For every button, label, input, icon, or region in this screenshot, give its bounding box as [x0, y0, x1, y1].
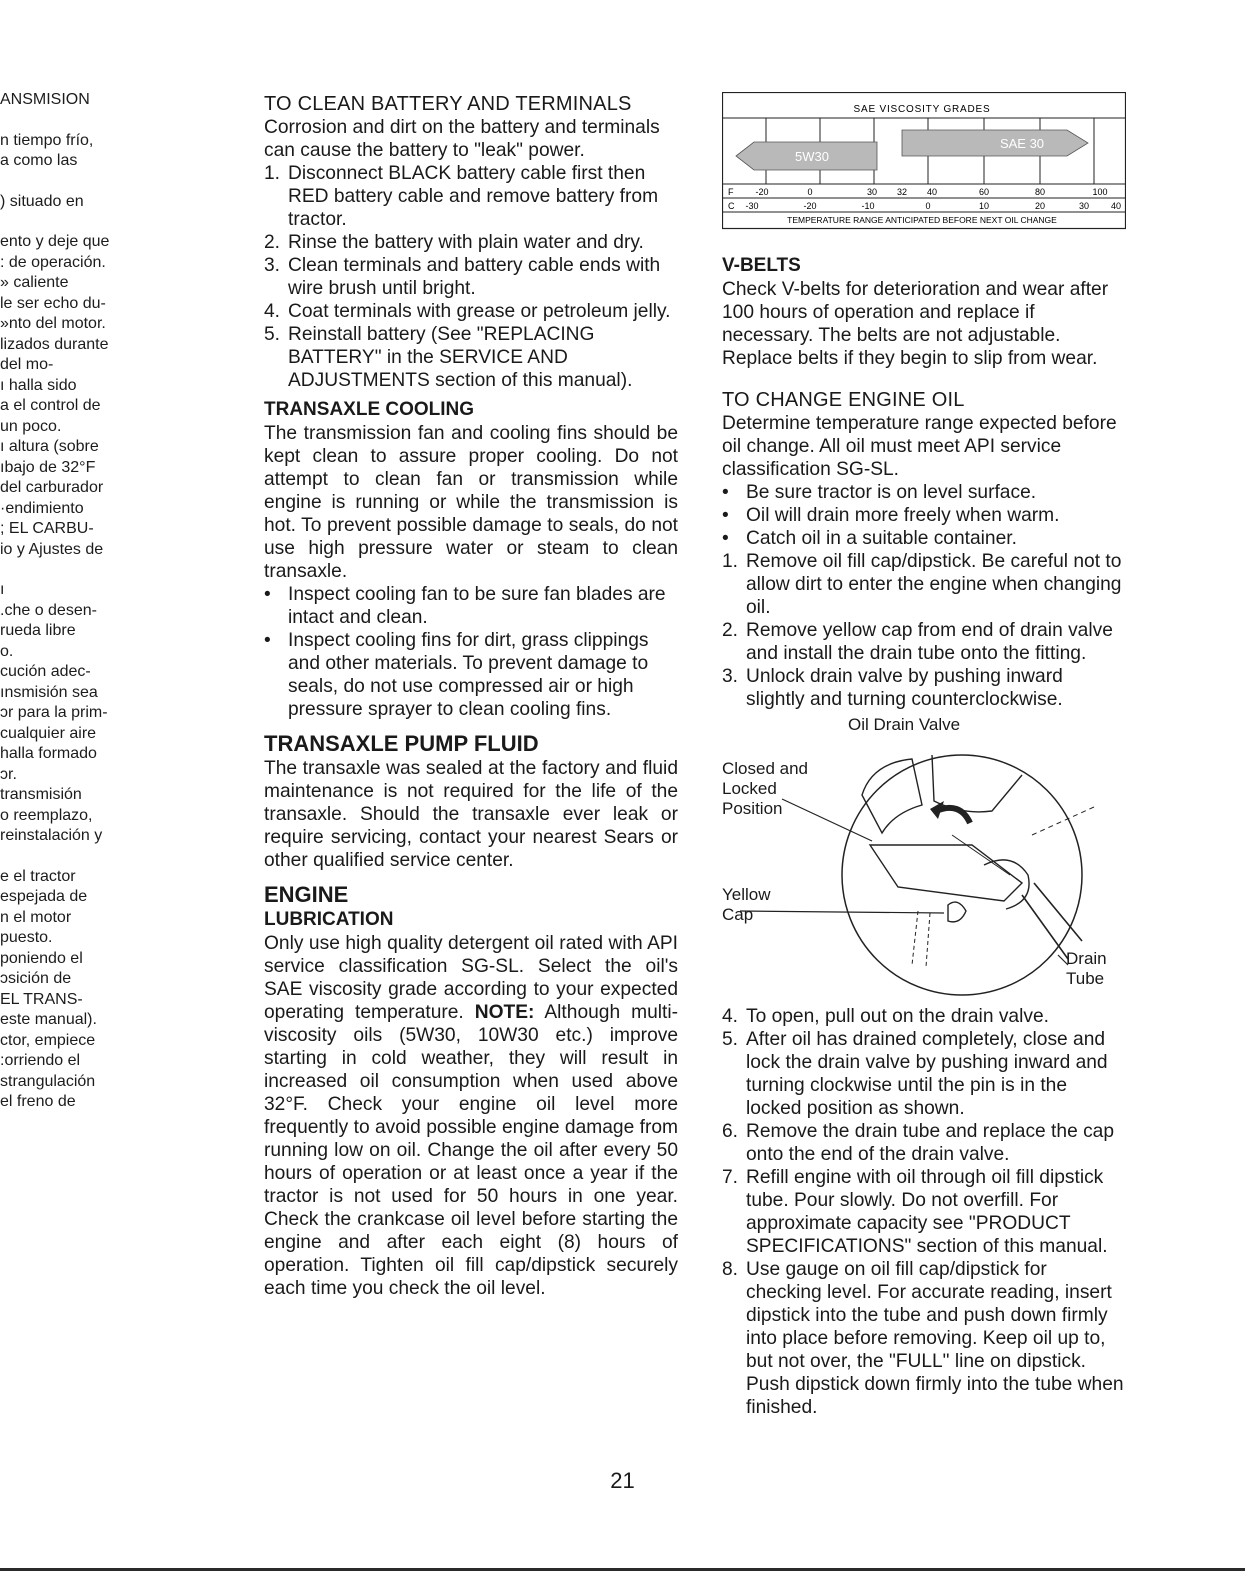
spanish-text-line: :orriendo el — [0, 1052, 81, 1069]
detail-circle — [842, 755, 1082, 995]
spanish-text-line: ctor, empiece — [0, 1031, 96, 1049]
spanish-text-line: espejada de — [0, 888, 88, 905]
oil-drain-valve-diagram — [722, 715, 1126, 1005]
valve-highlight — [952, 835, 1010, 875]
vbelts-heading: V-BELTS — [722, 255, 801, 276]
cooling-bullet-text: Inspect cooling fan to be sure fan blades are intact and clean. — [288, 584, 666, 628]
c-tick-label: 30 — [1078, 201, 1090, 211]
oil-step-marker: 8. — [722, 1259, 739, 1280]
cooling-bullet-marker: • — [264, 630, 271, 651]
f-tick-label: 32 — [896, 187, 908, 197]
c-tick-label: -10 — [861, 201, 875, 211]
spanish-text-line: el freno de — [0, 1093, 76, 1110]
vbelts-text: Check V-belts for deterioration and wear after 100 hours of operation and replace if necessary. The belts are not adjustable. Replace belts if they begin to slip from wear. — [722, 279, 1109, 369]
oil-step-text: Remove oil fill cap/dipstick. Be careful not to allow dirt to enter the engine when changing oil. — [746, 551, 1122, 618]
chart-title: SAE VISCOSITY GRADES — [853, 104, 991, 115]
rotation-arrow — [936, 808, 970, 823]
spanish-text-line: n el motor — [0, 908, 72, 926]
spanish-text-line: ıbajo de 32°F — [0, 458, 96, 476]
spanish-text-line: este manual). — [0, 1011, 97, 1028]
spanish-text-line: »nto del motor. — [0, 315, 106, 332]
oil-bullet-text: Catch oil in a suitable container. — [746, 528, 1017, 549]
label-closed-locked: Closed and Locked Position — [722, 759, 809, 818]
bottom-rule — [0, 1568, 1245, 1571]
oil-step-marker: 3. — [722, 666, 739, 687]
spanish-block-gap — [0, 560, 160, 580]
battery-step-text: Disconnect BLACK battery cable first then RED battery cable and remove battery from tractor. — [288, 163, 659, 230]
right-column — [722, 92, 1126, 1419]
spanish-block-gap — [0, 172, 160, 192]
f-tick-label: 60 — [978, 187, 990, 197]
transaxle-cooling-text: The transmission fan and cooling fins should be kept clean to assure proper cooling. Do not attempt to clean fan or transmission while engine is running or while the transmission is hot. To prevent possible damage to seals, do not use high pressure water or steam to clean transaxle. — [264, 423, 678, 582]
battery-step-text: Coat terminals with grease or petroleum jelly. — [288, 301, 671, 322]
oil-step-marker: 4. — [722, 1006, 739, 1027]
battery-step-marker: 3. — [264, 255, 281, 276]
oil-step-text: Remove the drain tube and replace the cap onto the end of the drain valve. — [746, 1121, 1115, 1165]
oil-step-text: Use gauge on oil fill cap/dipstick for checking level. For accurate reading, insert dipstick into the tube and push down firmly into place before removing. Keep oil up to, but not over, the "FULL" line on dipstick. Push dipstick down firmly into the tube when finished. — [746, 1259, 1124, 1418]
oil-step — [722, 1258, 1126, 1419]
oil-bullet-text: Be sure tractor is on level surface. — [746, 482, 1037, 503]
spanish-text-line: a como las — [0, 152, 78, 169]
f-tick-label: 80 — [1034, 187, 1046, 197]
spanish-text-line: ; EL CARBU- — [0, 520, 94, 537]
c-tick-label: 10 — [978, 201, 990, 211]
spanish-text-line: ı altura (sobre — [0, 438, 99, 455]
oil-step-text: Refill engine with oil through oil fill dipstick tube. Pour slowly. Do not overfill. For approximate capacity see "PRODUCT SPECIFICATIONS" section of this manual. — [746, 1167, 1108, 1257]
change-oil-heading: TO CHANGE ENGINE OIL — [722, 389, 965, 411]
engine-heading: ENGINE — [264, 882, 349, 907]
cooling-bullets-list — [264, 583, 678, 721]
oil-bullet-marker: • — [722, 528, 729, 549]
spanish-block-gap — [0, 111, 160, 131]
oil-step-text: To open, pull out on the drain valve. — [746, 1006, 1049, 1027]
c-tick-label: 40 — [1110, 201, 1122, 211]
f-tick-label: -20 — [755, 187, 769, 197]
oil-steps-list-b — [722, 1005, 1126, 1419]
spanish-text-line: lizados durante — [0, 335, 109, 353]
band-5w30-label: 5W30 — [795, 149, 829, 164]
diagram-caption: Oil Drain Valve — [848, 715, 961, 734]
f-tick-label: 30 — [866, 187, 878, 197]
c-tick-label: 0 — [925, 201, 931, 211]
transaxle-pump-text: The transaxle was sealed at the factory and fluid maintenance is not required for the life of the transaxle. Should the transaxle ever leak or require servicing, contact your nearest Sears or other qualified service center. — [264, 758, 678, 871]
battery-step-marker: 1. — [264, 163, 281, 184]
sae-chart-graphic — [722, 92, 1126, 242]
cap-strap — [912, 911, 930, 967]
spanish-text-line: poniendo el — [0, 949, 83, 967]
c-tick-label: -30 — [745, 201, 759, 211]
oil-step-marker: 5. — [722, 1029, 739, 1050]
spanish-text-line: ı — [0, 581, 5, 598]
label-drain-tube: Drain Tube — [1066, 949, 1107, 988]
spanish-text-line: o. — [0, 642, 14, 660]
oil-step-marker: 1. — [722, 551, 739, 572]
spanish-text-line: puesto. — [0, 929, 53, 946]
spanish-block-gap — [0, 847, 160, 867]
oil-bullet — [722, 527, 1126, 550]
yellow-cap-shape — [948, 902, 966, 922]
spanish-text-line: ento y deje que — [0, 233, 110, 250]
spanish-text-line: o reemplazo, — [0, 806, 93, 824]
spanish-text-line: ANSMISION — [0, 91, 90, 108]
oil-step — [722, 1120, 1126, 1166]
battery-step-text: Rinse the battery with plain water and dry. — [288, 232, 644, 253]
oil-step — [722, 1005, 1126, 1028]
valve-body — [870, 845, 1022, 901]
battery-step-marker: 4. — [264, 301, 281, 322]
f-tick-label: 40 — [926, 187, 938, 197]
spanish-text-line: transmisión — [0, 786, 82, 803]
oil-step — [722, 619, 1126, 665]
spanish-text-line: del mo- — [0, 356, 54, 373]
spanish-text-line: le ser echo du- — [0, 294, 106, 312]
spanish-column — [0, 90, 160, 1113]
f-tick-label: 0 — [807, 187, 813, 197]
oil-step-text: After oil has drained completely, close and lock the drain valve by pushing inward and turning clockwise until the pin is in the locked position as shown. — [746, 1029, 1108, 1119]
band-sae30-label: SAE 30 — [999, 136, 1045, 151]
battery-step-marker: 2. — [264, 232, 281, 253]
cooling-bullet — [264, 583, 678, 629]
transaxle-cooling-heading: TRANSAXLE COOLING — [264, 399, 475, 420]
change-oil-intro: Determine temperature range expected before oil change. All oil must meet API service classification SG-SL. — [722, 413, 1117, 480]
spanish-text-line: cualquier aire — [0, 724, 97, 742]
cooling-bullet-text: Inspect cooling fins for dirt, grass clippings and other materials. To prevent damage to seals, do not use compressed air or high pressure sprayer to clean cooling fins. — [288, 630, 649, 720]
cooling-bullet — [264, 629, 678, 721]
oil-steps-list-a — [722, 550, 1126, 711]
lubrication-text — [264, 932, 678, 1300]
oil-step-text: Remove yellow cap from end of drain valve and install the drain tube onto the fitting. — [746, 620, 1113, 664]
f-tick-labels — [755, 187, 1107, 197]
transaxle-pump-heading: TRANSAXLE PUMP FLUID — [264, 731, 539, 756]
oil-bullet-marker: • — [722, 505, 729, 526]
spanish-text-line: strangulación — [0, 1072, 96, 1090]
spanish-text-line: e el tractor — [0, 867, 76, 885]
battery-step — [264, 300, 678, 323]
lubrication-heading: LUBRICATION — [264, 909, 394, 930]
battery-step — [264, 254, 678, 300]
sae-viscosity-chart — [722, 92, 1126, 242]
spanish-text-line: del carburador — [0, 479, 104, 496]
spanish-text-line: ) situado en — [0, 192, 84, 210]
spanish-text-line: ɔr para la prim- — [0, 704, 108, 721]
spanish-text-line: ɔsición de — [0, 970, 72, 987]
page-number: 21 — [610, 1468, 635, 1493]
c-tick-labels — [745, 201, 1121, 211]
c-axis-label: C — [728, 201, 735, 211]
battery-step-marker: 5. — [264, 324, 281, 345]
oil-step-text: Unlock drain valve by pushing inward slightly and turning counterclockwise. — [746, 666, 1063, 710]
lubrication-text-1: Only use high quality detergent oil rated with API service classification SG-SL. Select the oil's SAE viscosity grade according to your expected operating temperature. — [264, 933, 678, 1023]
spanish-text-line: n tiempo frío, — [0, 131, 94, 149]
f-axis-label: F — [728, 187, 734, 197]
spanish-text-line: .che o desen- — [0, 601, 97, 619]
battery-step — [264, 231, 678, 254]
spanish-block-gap — [0, 212, 160, 232]
lubrication-text-2: Although multi-viscosity oils (5W30, 10W30 etc.) improve starting in cold weather, they will result in increased oil consumption when used above 32°F. Check your engine oil level more frequently to avoid possible engine damage from running low on oil. Change the oil after every 50 hours of operation or at least once a year if the tractor is not used for 50 hours in one year. Check the crankcase oil level before starting the engine and after each eight (8) hours of operation. Tighten oil fill cap/dipstick securely each time you check the oil level. — [264, 1002, 678, 1299]
battery-step-text: Reinstall battery (See "REPLACING BATTERY" in the SERVICE AND ADJUSTMENTS section of this manual). — [288, 324, 633, 391]
spanish-text-line: ınsmisión sea — [0, 683, 98, 701]
oil-bullet-text: Oil will drain more freely when warm. — [746, 505, 1060, 526]
spanish-text-line: ·endimiento — [0, 499, 84, 517]
battery-step — [264, 323, 678, 392]
c-tick-label: -20 — [803, 201, 817, 211]
c-tick-label: 20 — [1034, 201, 1046, 211]
spanish-text-line: a el control de — [0, 397, 101, 414]
spanish-text-line: ɔr. — [0, 765, 17, 783]
f-tick-label: 100 — [1092, 187, 1108, 197]
spanish-text-line: io y Ajustes de — [0, 540, 104, 558]
oil-bullet — [722, 481, 1126, 504]
spanish-text-line: EL TRANS- — [0, 990, 83, 1008]
spanish-text-line: : de operación. — [0, 253, 106, 271]
note-label: NOTE: — [474, 1002, 535, 1023]
oil-step-marker: 6. — [722, 1121, 739, 1142]
spanish-text-line: » caliente — [0, 274, 69, 291]
oil-step-marker: 7. — [722, 1167, 739, 1188]
oil-step — [722, 550, 1126, 619]
spanish-text-line: halla formado — [0, 745, 97, 762]
oil-bullets-list — [722, 481, 1126, 550]
oil-step — [722, 665, 1126, 711]
oil-bullet-marker: • — [722, 482, 729, 503]
spanish-text-line: rueda libre — [0, 622, 76, 639]
label-yellow-cap: Yellow Cap — [722, 885, 771, 924]
oil-step — [722, 1166, 1126, 1258]
oil-bullet — [722, 504, 1126, 527]
engine-housing-right — [932, 755, 1022, 812]
oil-step — [722, 1028, 1126, 1120]
oil-step-marker: 2. — [722, 620, 739, 641]
battery-steps-list — [264, 162, 678, 392]
band-sae30 — [902, 130, 1088, 156]
spanish-text-line: reinstalación y — [0, 827, 103, 844]
middle-column — [264, 92, 678, 1300]
chart-footer: TEMPERATURE RANGE ANTICIPATED BEFORE NEXT OIL CHANGE — [787, 215, 1057, 225]
battery-step-text: Clean terminals and battery cable ends with wire brush until bright. — [288, 255, 661, 299]
spanish-text-line: ı halla sido — [0, 376, 77, 394]
battery-step — [264, 162, 678, 231]
clean-battery-heading: TO CLEAN BATTERY AND TERMINALS — [264, 93, 632, 115]
cooling-bullet-marker: • — [264, 584, 271, 605]
spanish-text-line: un poco. — [0, 417, 62, 435]
clean-battery-intro: Corrosion and dirt on the battery and terminals can cause the battery to "leak" power. — [264, 117, 660, 161]
valve-nozzle — [984, 860, 1029, 909]
spanish-text-line: cución adec- — [0, 663, 91, 680]
